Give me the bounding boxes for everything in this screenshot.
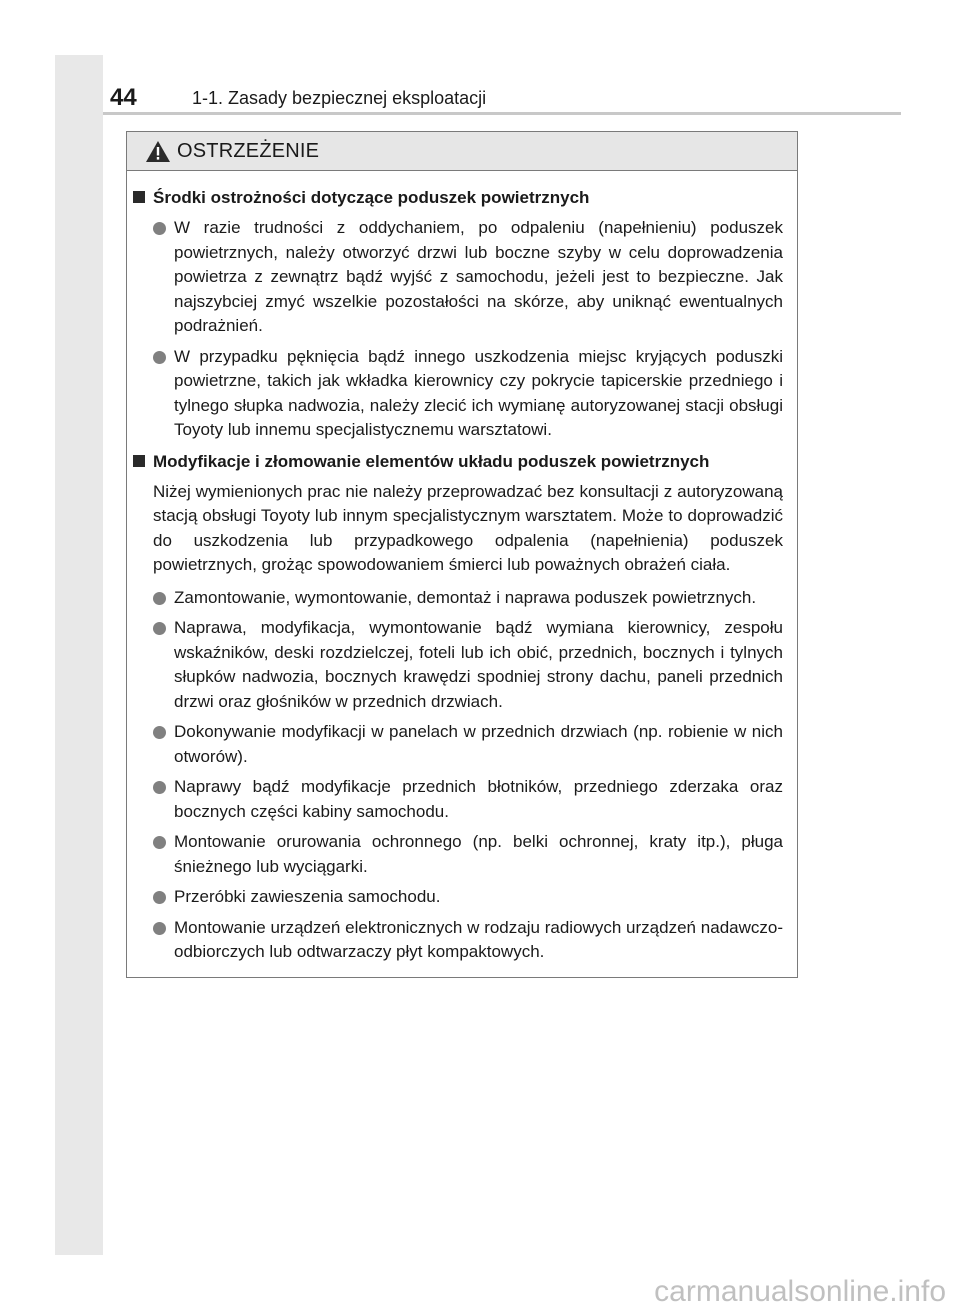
list-item — [153, 720, 783, 769]
section-heading-text: Środki ostrożności dotyczące poduszek powietrznych — [153, 188, 590, 207]
round-bullet-icon — [153, 222, 166, 235]
round-bullet-icon — [153, 351, 166, 364]
round-bullet-icon — [153, 592, 166, 605]
warning-triangle-icon — [145, 140, 171, 163]
round-bullet-icon — [153, 836, 166, 849]
list-item — [153, 885, 783, 910]
list-item-text: W przypadku pęknięcia bądź innego uszkodzenia miejsc kryjących poduszki powietrzne, takich jak wkładka kierownicy czy pokrycie tapicerskie przedniego i tylnego słupka nadwozia, należy zlecić ich wymianę autoryzowanej stacji obsługi Toyoty lub innemu specjalistycznemu warsztatowi. — [174, 346, 783, 439]
round-bullet-icon — [153, 891, 166, 904]
list-item-text: Naprawy bądź modyfikacje przednich błotników, przedniego zderzaka oraz bocznych części kabiny samochodu. — [174, 777, 783, 821]
list-item — [153, 830, 783, 879]
round-bullet-icon — [153, 726, 166, 739]
page-margin-strip — [55, 55, 103, 1255]
list-item — [153, 345, 783, 443]
round-bullet-icon — [153, 622, 166, 635]
list-item-text: Dokonywanie modyfikacji w panelach w przednich drzwiach (np. robienie w nich otworów). — [174, 722, 783, 766]
page-header — [110, 80, 486, 116]
square-bullet-icon — [133, 191, 145, 203]
page-number: 44 — [110, 84, 137, 111]
warning-box — [126, 131, 798, 978]
list-item-text: Montowanie orurowania ochronnego (np. belki ochronnej, kraty itp.), pługa śnieżnego lub wyciągarki. — [174, 832, 783, 876]
list-item-text: Montowanie urządzeń elektronicznych w rodzaju radiowych urządzeń nadawczo-odbiorczych lub odtwarzaczy płyt kompaktowych. — [174, 917, 783, 961]
header-divider — [103, 112, 901, 115]
round-bullet-icon — [153, 922, 166, 935]
list-item-text: Przeróbki zawieszenia samochodu. — [174, 887, 441, 906]
warning-content — [127, 171, 797, 965]
section-title: 1-1. Zasady bezpiecznej eksploatacji — [192, 87, 487, 108]
section-heading — [133, 185, 783, 210]
square-bullet-icon — [133, 455, 145, 467]
list-item — [153, 775, 783, 824]
list-item — [153, 916, 783, 965]
section-heading-text: Modyfikacje i złomowanie elementów układu poduszek powietrznych — [153, 451, 710, 471]
round-bullet-icon — [153, 781, 166, 794]
list-item-text: Naprawa, modyfikacja, wymontowanie bądź wymiana kierownicy, zespołu wskaźników, deski rozdzielczej, foteli lub ich obić, przednich, bocznych i tylnych słupków nadwozia, bocznych krawędzi spodniej strony dachu, paneli przednich drzwi oraz głośników w przednich drzwiach. — [174, 618, 783, 711]
watermark: carmanualsonline.info — [654, 1275, 946, 1308]
list-item — [153, 586, 783, 611]
list-item-text: W razie trudności z oddychaniem, po odpaleniu (napełnieniu) poduszek powietrznych, należy otworzyć drzwi lub boczne szyby w celu doprowadzenia powietrza z zewnątrz bądź wyjść z samochodu, jeżeli jest to bezpieczne. Jak najszybciej zmyć wszelkie pozostałości na skórze, aby uniknąć ewentualnych podrażnień. — [174, 218, 783, 335]
list-item — [153, 616, 783, 714]
section-paragraph: Niżej wymienionych prac nie należy przeprowadzać bez konsultacji z autoryzowaną stacją obsługi Toyoty lub innym specjalistycznym warsztatem. Może to doprowadzić do uszkodzenia lub przypadkowego odpalenia (napełnienia) poduszek powietrznych, grożąc spowodowaniem śmierci lub poważnych obrażeń ciała. — [153, 481, 783, 574]
warning-title: OSTRZEŻENIE — [177, 139, 320, 162]
warning-header — [127, 132, 797, 171]
list-item — [153, 216, 783, 339]
list-item-text: Zamontowanie, wymontowanie, demontaż i naprawa poduszek powietrznych. — [174, 587, 757, 607]
section-heading — [133, 449, 783, 474]
